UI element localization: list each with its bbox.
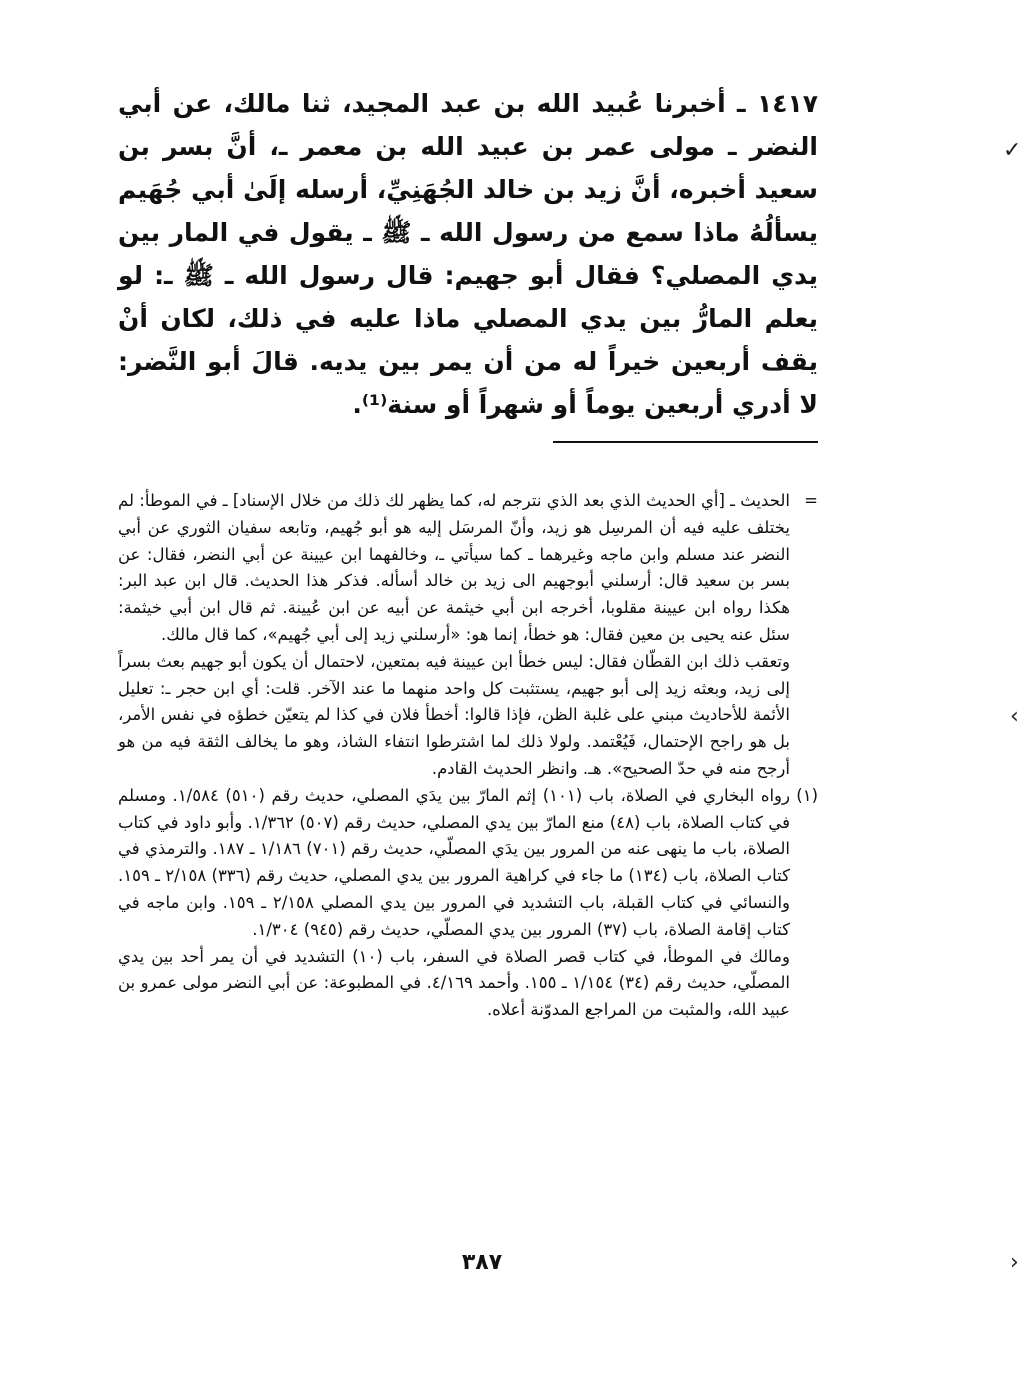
hadith-paragraph: ١٤١٧ ـ أخبرنا عُبيد الله بن عبد المجيد، ثنا مالك، عن أبي النضر ـ مولى عمر بن عبيد الله بن معمر ـ، أنَّ بسر بن سعيد أخبره، أنَّ زيد بن خالد الجُهَنِيِّ، أرسله إلَىٰ أبي جُهَيم يسألُهُ ماذا سمع من رسول الله ـ ﷺ ـ يقول في المار بين يدي المصلي؟ فقال أبو جهيم: قال رسول الله ـ ﷺ ـ: لو يعلم المارُّ بين يدي المصلي ماذا عليه في ذلك، لكان أنْ يقف أربعين خيراً له من أن يمر بين يديه. قالَ أبو النَّضر: لا أدري أربعين يوماً أو شهراً أو سنة⁽¹⁾. [118,89,818,419]
margin-mark-icon: ‹ [1010,704,1019,729]
check-mark-icon: ✓ [1003,138,1022,163]
footnote-paragraph: وتعقب ذلك ابن القطّان فقال: ليس خطأ ابن عيينة فيه بمتعين، لاحتمال أن يكون أبو جهيم بعث بسراً إلى زيد، وبعثه زيد إلى أبو جهيم، يستثبت كل واحد منهما ما عند الآخر. قلت: أي ابن حجر ـ: تعليل الأئمة للأحاديث مبني على غلبة الظن، فإذا قالوا: أخطأ فلان في كذا لم يتعيّن خطؤه في نفس الأمر، بل هو راجح الإحتمال، فَيُعْتمد. ولولا ذلك لما اشترطوا انتفاء الشاذ، وهو ما يخالف الثقة فيه من هو أرجح منه في حدّ الصحيح». هـ. وانظر الحديث القادم. [118,651,790,778]
margin-mark-icon: › [1010,1250,1019,1275]
footnote-paragraph: الحديث ـ [أي الحديث الذي بعد الذي نترجم له، كما يظهر لك ذلك من خلال الإسناد] ـ في الموطأ: لم يختلف عليه فيه أن المرسِل هو زيد، وأنّ المرسَل إليه هو أبو جُهيم، وتابعه سفيان الثوري عن أبي النضر عند مسلم وابن ماجه وغيرهما ـ كما سيأتي ـ، وخالفهما ابن عيينة عن أبي النضر، فقال: عن بسر بن سعيد قال: أرسلني أبوجهيم الى زيد بن خالد أسأله. فذكر هذا الحديث. قال ابن عبد البر: هكذا رواه ابن عيينة مقلوبا، أخرجه ابن أبي خيثمة عن أبيه عن ابن عُيينة. ثم قال ابن أبي خيثمة: سئل عنه يحيى بن معين فقال: هو خطأ، إنما هو: «أرسلني زيد إلى أبي جُهيم»، كما قال مالك. [118,491,790,644]
page-number: ٣٨٧ [461,1250,503,1275]
footnote-continuation [118,488,818,783]
footnote-paragraph: ومالك في الموطأ، في كتاب قصر الصلاة في السفر، باب (١٠) التشديد في أن يمر أحد بين يدي المصلّي، حديث رقم (٣٤) ١/١٥٤ ـ ١٥٥. وأحمد ٤/١٦٩. في المطبوعة: عن أبي النضر مولى عمرو بن عبيد الله، والمثبت من المراجع المدوّنة أعلاه. [118,946,791,1020]
footnote-1 [118,783,818,1024]
footnotes-section [118,488,818,1024]
hadith-text [118,82,818,426]
footnote-paragraph: رواه البخاري في الصلاة، باب (١٠١) إثم المارّ بين يدَي المصلي، حديث رقم (٥١٠) ١/٥٨٤. ومسلم في كتاب الصلاة، باب (٤٨) منع المارّ بين يدي المصلي، حديث رقم (٥٠٧) ١/٣٦٢. وأبو داود في كتاب الصلاة، باب ما ينهى عنه من المرور بين يدَي المصلّي، حديث رقم (٧٠١) ١/١٨٦ ـ ١٨٧. والترمذي في كتاب الصلاة، باب (١٣٤) ما جاء في كراهية المرور بين يدي المصلي، حديث رقم (٣٣٦) ٢/١٥٨ ـ ١٥٩. والنسائي في كتاب القبلة، باب التشديد في المرور بين يدي المصلي ٢/١٥٨ ـ ١٥٩. وابن ماجه في كتاب إقامة الصلاة، باب (٣٧) المرور بين يدي المصلّي، حديث رقم (٩٤٥) ١/٣٠٤. [118,785,791,939]
continuation-marker: = [804,491,818,510]
footnote-number: (١) [796,785,818,805]
footnote-separator [553,441,818,443]
